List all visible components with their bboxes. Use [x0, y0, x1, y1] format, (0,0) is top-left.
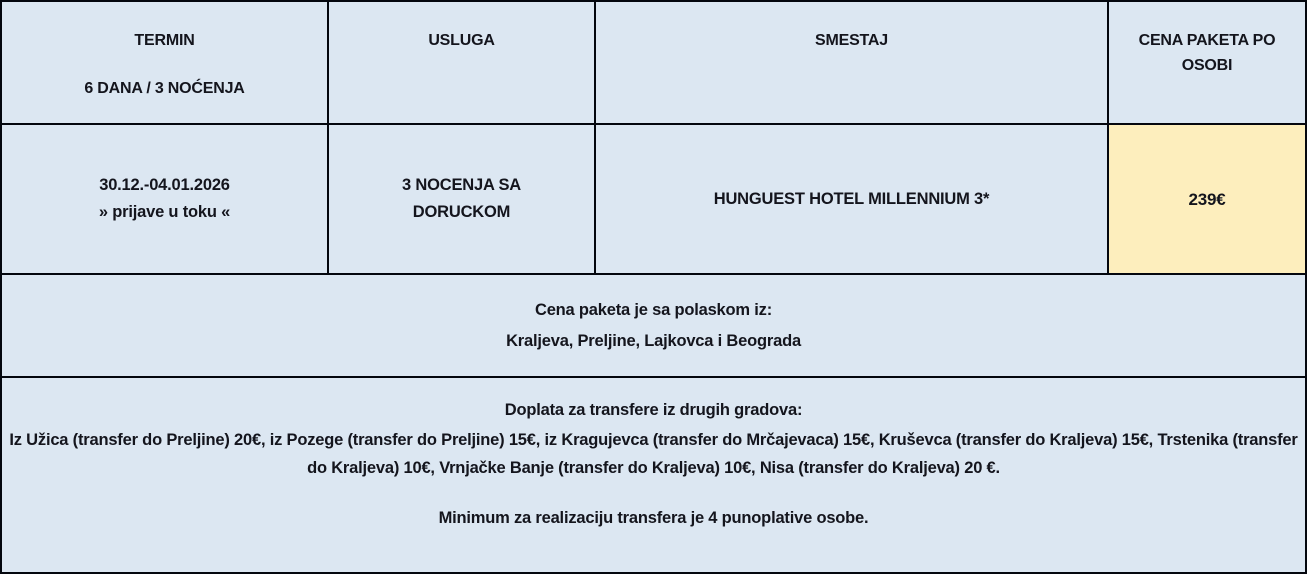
- offer-price-cell: [1109, 125, 1305, 273]
- offer-termin-cell: [2, 125, 329, 273]
- header-termin-subtitle: 6 DANA / 3 NOĆENJA: [84, 80, 245, 97]
- departure-cities: Kraljeva, Preljine, Lajkovca i Beograda: [506, 331, 801, 350]
- offer-usluga-cell: [329, 125, 596, 273]
- offer-price: 239€: [1188, 189, 1226, 209]
- header-cena-label: CENA PAKETA PO OSOBI: [1138, 32, 1276, 74]
- header-termin: [2, 2, 329, 123]
- transfers-cell: [2, 378, 1305, 572]
- offer-hotel-cell: [596, 125, 1109, 273]
- transfers-row: [2, 378, 1305, 572]
- table-header-row: [2, 2, 1305, 125]
- header-cena: [1109, 2, 1305, 123]
- offer-usluga-line1: 3 NOCENJA SA: [402, 176, 521, 194]
- header-usluga: [329, 2, 596, 123]
- transfers-minimum-note: Minimum za realizaciju transfera je 4 punoplative osobe.: [438, 509, 869, 527]
- header-termin-title: TERMIN: [134, 32, 195, 49]
- transfers-details: Iz Užica (transfer do Preljine) 20€, iz Pozege (transfer do Preljine) 15€, iz Kragujevca (transfer do Mrčajevaca) 15€, Kruševca (transfer do Kraljeva) 15€, Trstenika (transfer do Kraljeva) 10€, Vrnjačke Banje (transfer do Kraljeva) 10€, Nisa (transfer do Kraljeva) 20 €.: [9, 431, 1298, 477]
- departure-title: Cena paketa je sa polaskom iz:: [534, 300, 772, 319]
- offer-row: [2, 125, 1305, 275]
- offer-hotel-name: HUNGUEST HOTEL MILLENNIUM 3*: [713, 189, 990, 208]
- header-smestaj: [596, 2, 1109, 123]
- offer-date: 30.12.-04.01.2026: [99, 176, 230, 194]
- offer-registration-note: » prijave u toku «: [98, 203, 231, 221]
- header-usluga-label: USLUGA: [428, 32, 495, 49]
- offer-usluga-line2: DORUCKOM: [412, 203, 511, 221]
- departure-row: [2, 275, 1305, 378]
- header-smestaj-label: SMESTAJ: [815, 32, 888, 49]
- transfers-title: Doplata za transfere iz drugih gradova:: [504, 401, 803, 419]
- departure-cell: [2, 275, 1305, 376]
